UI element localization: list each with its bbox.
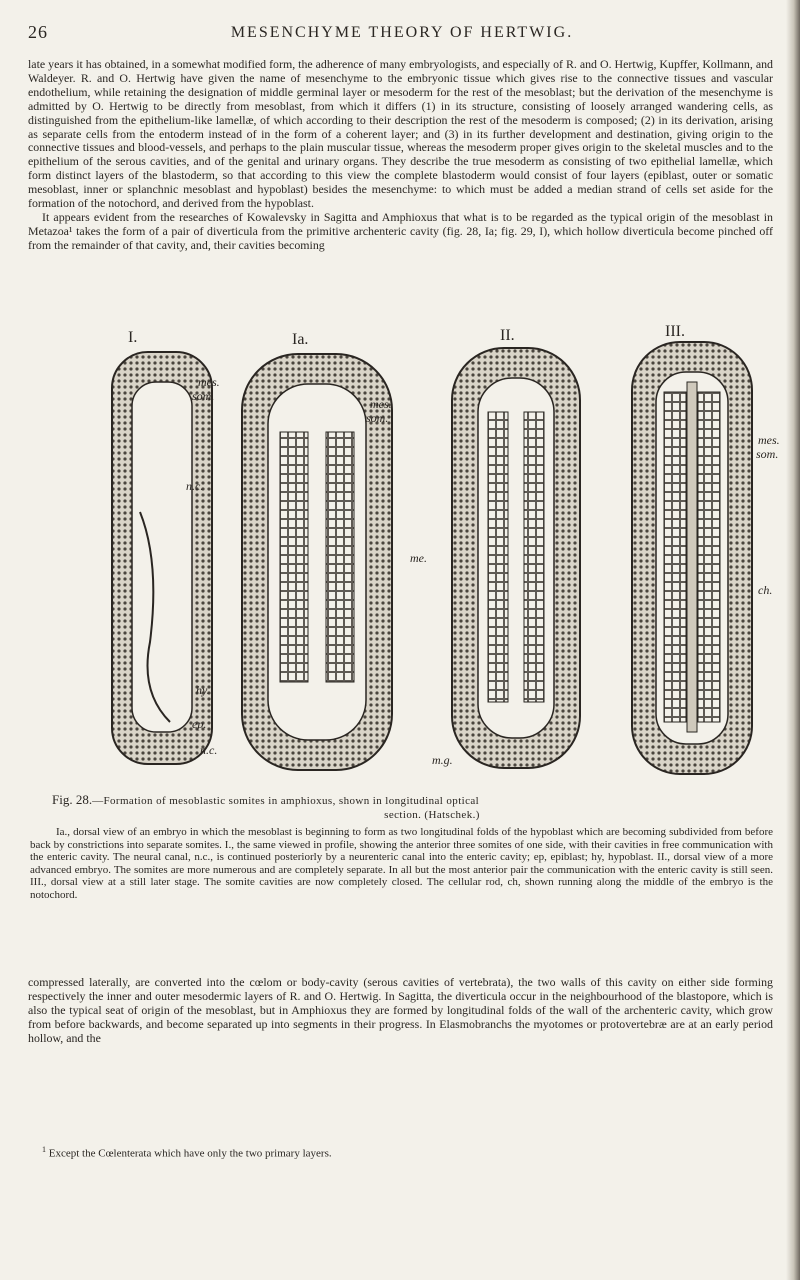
label-fig-I: I. xyxy=(128,329,138,346)
label-me: me. xyxy=(410,551,427,565)
embryo-figure-III xyxy=(632,342,752,774)
label-nc: n.c. xyxy=(200,743,218,757)
label-som: som. xyxy=(366,411,389,425)
figure-title-continued: section. (Hatschek.) xyxy=(384,809,480,821)
paragraph: compressed laterally, are converted into the cœlom or body-cavity (serous cavities of vertebrata), the two walls of this cavity on either side forming respectively the inner and outer mesodermic layers of R. and O. Hertwig. In Sagitta, the diverticula occur in the neighbourhood of the blastopore, which is also the typical seat of origin of the mesoblast, but in Amphioxus they are formed by longitudinal folds of the wall of the archenteric cavity, which grow from before backwards, and become separated up into segments in their progress. In Elasmobranchs the myotomes or protovertebræ are at an early period hollow, and the xyxy=(28,974,773,1045)
footnote-mark: 1 xyxy=(42,1145,46,1154)
figure-number: Fig. 28. xyxy=(52,792,93,807)
figure-caption-title xyxy=(52,793,772,822)
running-head: MESENCHYME THEORY OF HERTWIG. xyxy=(230,24,574,41)
label-nc: n.c. xyxy=(186,479,204,493)
paragraph: It appears evident from the researches of Kowalevsky in Sagitta and Amphioxus that what is to be regarded as the typical origin of the mesoblast in Metazoa¹ takes the form of a pair of diverticula from the primitive archenteric cavity (fig. 28, Ia; fig. 29, I), which hollow diverticula become pinched off from the remainder of that cavity, and, their cavities becoming xyxy=(28,209,773,252)
page-header xyxy=(28,22,776,52)
label-som: som. xyxy=(756,447,779,461)
figure-title: —Formation of mesoblastic somites in amphioxus, shown in longitudinal optical xyxy=(92,795,480,807)
label-ep: ep. xyxy=(192,717,207,731)
page-edge-shadow xyxy=(786,0,800,1280)
page-number: 26 xyxy=(28,22,48,42)
embryo-figure-II xyxy=(452,348,580,768)
figure-illustration xyxy=(80,312,780,782)
body-text xyxy=(28,58,773,253)
label-mes: mes. xyxy=(370,397,392,411)
label-fig-Ia: Ia. xyxy=(292,331,309,348)
footnote-text: Except the Cœlenterata which have only the two primary layers. xyxy=(48,1147,332,1160)
figure-caption-text: Ia., dorsal view of an embryo in which the mesoblast is beginning to form as two longitudinal folds of the hypoblast which are becoming subdivided from before back by constrictions into separate somites. I., the same viewed in profile, showing the anterior three somites of one side, with their cavities in free communication with the enteric cavity. The neural canal, n.c., is continued posteriorly by a neurenteric canal into the enteric cavity; ep, epiblast; hy, hypoblast. II., dorsal view of a more advanced embryo. The somites are more numerous and are completely separate. In all but the most anterior pair the communication with the enteric cavity is still seen. III., dorsal view at a still later stage. The somite cavities are now completely closed. The cellular rod, ch, shown running along the middle of the embryo is the notochord. xyxy=(30,826,773,901)
label-ch: ch. xyxy=(758,583,773,597)
body-text-continued xyxy=(28,964,773,1057)
label-hy: hy. xyxy=(196,683,210,697)
label-mg: m.g. xyxy=(432,753,453,767)
label-fig-II: II. xyxy=(500,327,515,344)
footnote xyxy=(42,1143,772,1161)
label-fig-III: III. xyxy=(665,323,685,340)
label-mes: mes. xyxy=(198,375,220,389)
paragraph: late years it has obtained, in a somewhat modified form, the adherence of many embryologists, and especially of R. and O. Hertwig, Kupffer, Kollmann, and Waldeyer. R. and O. Hertwig have given the name of mesenchyme to the embryonic tissue which gives rise to the connective tissues and vascular endothelium, while retaining the designation of middle germinal layer or mesoderm for the rest of the mesoblast; but the derivation of the mesenchyme is admitted by O. Hertwig to be directly from mesoblast, from which it differs (1) in its structure, consisting of loosely arranged wandering cells, as distinguished from the epithelium-like lamellæ, of which according to their description the rest of the mesoderm is composed; (2) in its derivation, arising as separate cells from the entoderm instead of in the form of a coherent layer; and (3) in its further development and destination, giving origin to the connective tissues and blood-vessels, and perhaps to the plain muscular tissue, whereas the mesoderm proper gives origin to the skeletal muscles and to the epithelium of the serous cavities, and of the genital and urinary organs. They describe the true mesoderm as consisting of two epithelial lamellæ, which form distinct layers of the blastoderm, so that according to this view the complete blastoderm would consist of four layers (epiblast, outer or somatic mesoblast, inner or splanchnic mesoblast and hypoblast) besides the mesenchyme: to which must be added a median strand of cells set aside for the formation of the notochord, and derived from the hypoblast. xyxy=(28,57,773,211)
label-som: som. xyxy=(192,389,215,403)
embryo-figure-I xyxy=(112,352,215,764)
label-mes: mes. xyxy=(758,433,780,447)
embryo-sections-drawing xyxy=(80,312,780,782)
